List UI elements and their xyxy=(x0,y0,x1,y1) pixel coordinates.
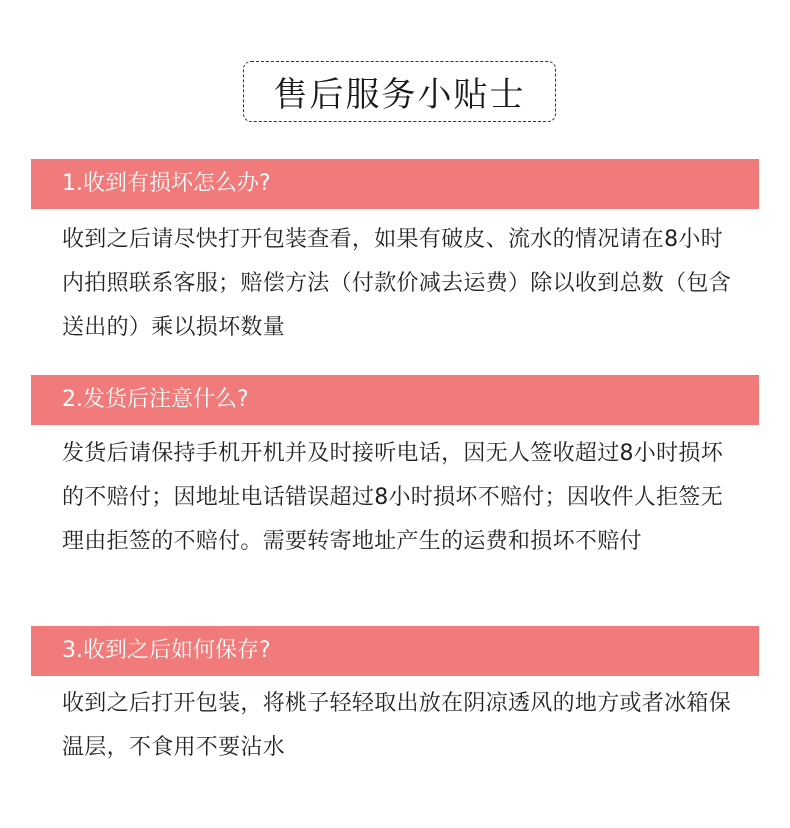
section-heading-shipping: 2.发货后注意什么? xyxy=(31,375,759,425)
section-heading-damage: 1.收到有损坏怎么办? xyxy=(31,159,759,209)
section-body-storage: 收到之后打开包装，将桃子轻轻取出放在阴凉透风的地方或者冰箱保温层，不食用不要沾水 xyxy=(62,691,732,760)
section-body-damage: 收到之后请尽快打开包装查看，如果有破皮、流水的情况请在8小时内拍照联系客服；赔偿方法（付款价减去运费）除以收到总数（包含送出的）乘以损坏数量 xyxy=(62,227,732,340)
section-body-shipping: 发货后请保持手机开机并及时接听电话，因无人签收超过8小时损坏的不赔付；因地址电话错误超过8小时损坏不赔付；因收件人拒签无理由拒签的不赔付。需要转寄地址产生的运费和损坏不赔付 xyxy=(62,441,723,554)
section-heading-storage: 3.收到之后如何保存? xyxy=(31,626,759,676)
page-title: 售后服务小贴士 xyxy=(273,75,526,115)
title-box xyxy=(243,61,556,122)
